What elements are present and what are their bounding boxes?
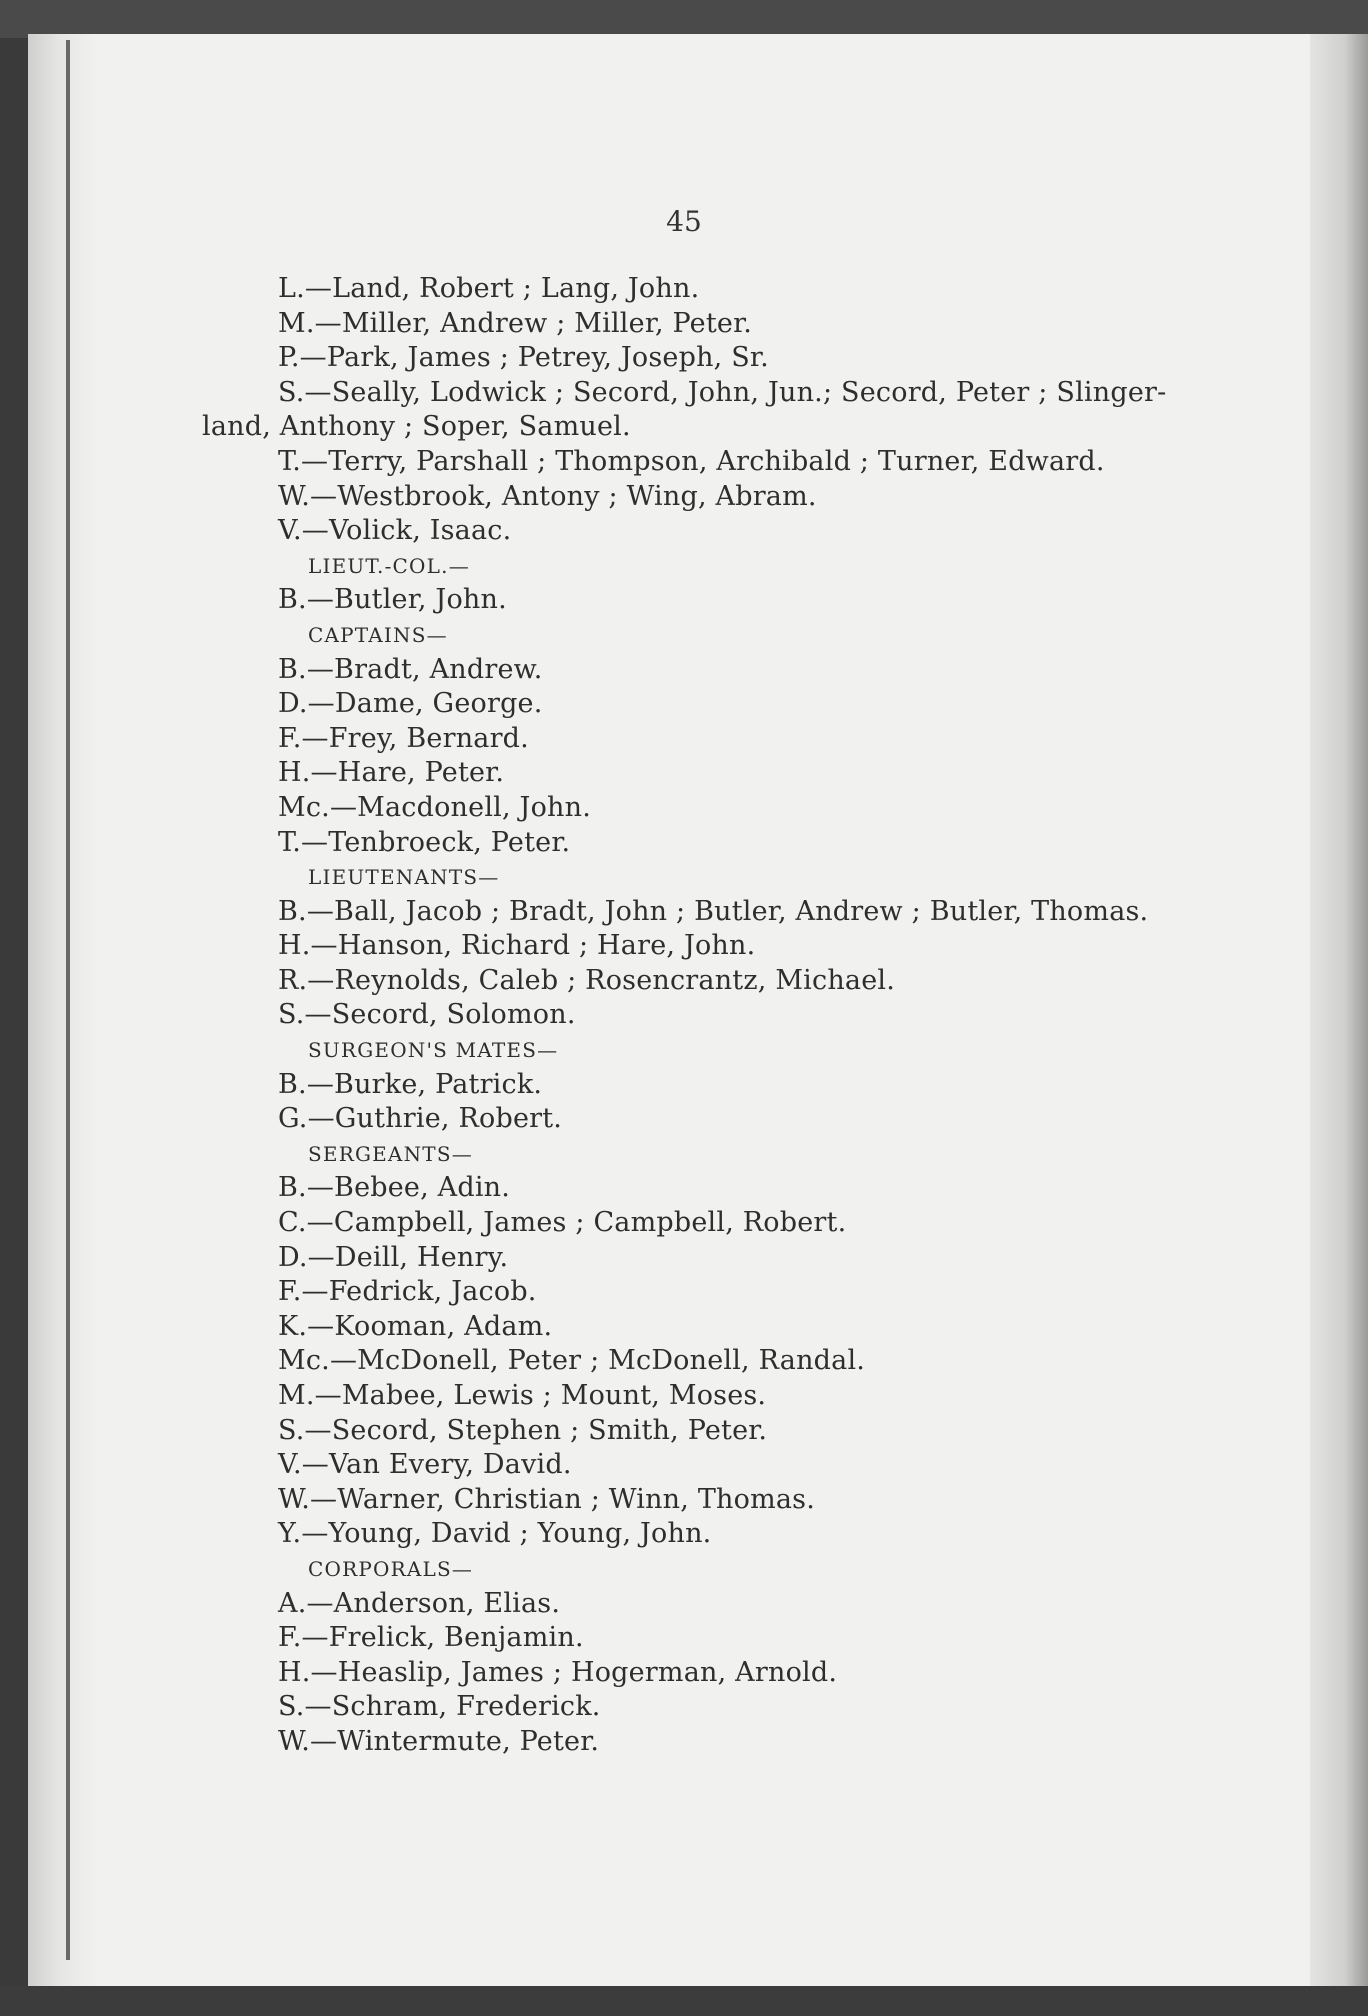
page-edge-shadow	[1310, 34, 1368, 1989]
roster-entry: V.—Volick, Isaac.	[278, 515, 512, 547]
roster-entry: B.—Bradt, Andrew.	[278, 653, 543, 685]
rank-heading: LIEUT.-COL.—	[308, 553, 470, 578]
roster-entry: Mc.—Macdonell, John.	[278, 791, 591, 823]
roster-list	[202, 272, 1260, 1760]
roster-entry: M.—Mabee, Lewis ; Mount, Moses.	[278, 1380, 767, 1411]
roster-entry: B.—Bebee, Adin.	[278, 1172, 511, 1204]
roster-entry: S.—Secord, Stephen ; Smith, Peter.	[278, 1414, 768, 1446]
roster-entry: M.—Miller, Andrew ; Miller, Peter.	[278, 307, 753, 339]
rank-heading: SURGEON'S MATES—	[308, 1038, 559, 1063]
roster-entry: C.—Campbell, James ; Campbell, Robert.	[278, 1207, 847, 1239]
page-gutter-shadow	[28, 34, 98, 1989]
rank-heading: LIEUTENANTS—	[308, 865, 500, 890]
roster-entry: G.—Guthrie, Robert.	[278, 1103, 563, 1135]
page-number: 45	[666, 205, 702, 238]
roster-entry: Mc.—McDonell, Peter ; McDonell, Randal.	[278, 1345, 866, 1377]
roster-entry: H.—Hare, Peter.	[278, 757, 505, 789]
roster-entry: H.—Hanson, Richard ; Hare, John.	[278, 930, 756, 962]
roster-entry: B.—Butler, John.	[278, 584, 507, 616]
roster-entry: Y.—Young, David ; Young, John.	[278, 1518, 712, 1550]
rank-heading: CORPORALS—	[308, 1556, 474, 1581]
roster-entry: R.—Reynolds, Caleb ; Rosencrantz, Michael.	[278, 964, 896, 996]
roster-entry: F.—Frey, Bernard.	[278, 722, 529, 754]
roster-entry: W.—Wintermute, Peter.	[278, 1725, 600, 1757]
roster-entry: L.—Land, Robert ; Lang, John.	[278, 273, 700, 304]
roster-entry: S.—Secord, Solomon.	[278, 999, 576, 1031]
binding-edge	[66, 40, 70, 1960]
roster-entry: D.—Dame, George.	[278, 688, 543, 720]
roster-entry: V.—Van Every, David.	[278, 1449, 572, 1481]
roster-entry-continuation: land, Anthony ; Soper, Samuel.	[202, 411, 631, 443]
roster-entry: D.—Deill, Henry.	[278, 1241, 509, 1273]
roster-entry: W.—Warner, Christian ; Winn, Thomas.	[278, 1483, 816, 1515]
roster-entry: S.—Seally, Lodwick ; Secord, John, Jun.; Secord, Peter ; Slinger-	[278, 376, 1167, 408]
roster-entry: F.—Frelick, Benjamin.	[278, 1622, 584, 1654]
roster-entry: A.—Anderson, Elias.	[278, 1587, 561, 1619]
roster-entry: P.—Park, James ; Petrey, Joseph, Sr.	[278, 342, 769, 374]
roster-entry: H.—Heaslip, James ; Hogerman, Arnold.	[278, 1656, 838, 1688]
roster-entry: T.—Tenbroeck, Peter.	[278, 826, 571, 858]
scan-top-edge	[0, 0, 1368, 38]
rank-heading: SERGEANTS—	[308, 1141, 473, 1166]
roster-entry: F.—Fedrick, Jacob.	[278, 1276, 537, 1308]
roster-entry: B.—Burke, Patrick.	[278, 1068, 543, 1100]
roster-entry: T.—Terry, Parshall ; Thompson, Archibald ; Turner, Edward.	[278, 445, 1105, 477]
scan-bottom-edge	[0, 1986, 1368, 2016]
roster-entry: K.—Kooman, Adam.	[278, 1310, 553, 1342]
rank-heading: CAPTAINS—	[308, 622, 448, 647]
roster-entry: S.—Schram, Frederick.	[278, 1691, 601, 1723]
roster-entry: B.—Ball, Jacob ; Bradt, John ; Butler, Andrew ; Butler, Thomas.	[278, 895, 1149, 927]
roster-entry: W.—Westbrook, Antony ; Wing, Abram.	[278, 480, 817, 512]
